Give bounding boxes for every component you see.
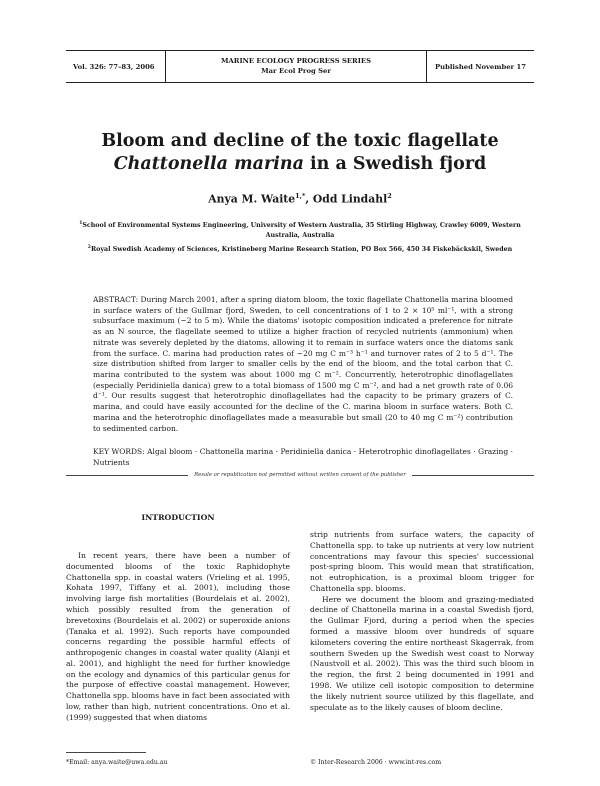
author-1: Anya M. Waite: [208, 192, 296, 206]
volume-info: Vol. 326: 77–83, 2006: [73, 62, 155, 71]
affiliation-1: [66, 221, 534, 240]
author-1-marker: 1,*: [295, 192, 306, 200]
published-date: Published November 17: [435, 62, 526, 71]
title-line1: Bloom and decline of the toxic flagellate: [101, 131, 499, 151]
intro-paragraph-1: In recent years, there have been a number of documented blooms of the toxic Raphidophyte Chattonella spp. in coastal waters (Vrieling et al. 1995, Kohata 1997, Tiffany et al. 2001), including those involving large fish mortalities (Bourdelais et al. 2002), which possibly resulted from the generation of brevetoxins (Bourdelais et al. 2002) or superoxide anions (Tanaka et al. 1992). Such reports have compounded concerns regarding the possible harmful effects of anthropogenic changes in coastal water quality (Alanji et al. 2001), and highlight the need for further knowledge on the ecology and dynamics of this particular genus for the purpose of effective coastal management. However, Chattonella spp. blooms have in fact been associated with low, rather than high, nutrient concentrations. Ono et al. (1999) suggested that when diatoms: [66, 551, 290, 722]
copyright-line: © Inter-Research 2006 · www.int-res.com: [310, 759, 442, 766]
affiliation-1-marker: 1: [79, 221, 83, 226]
abstract-label: ABSTRACT:: [93, 295, 139, 304]
author-separator: ,: [305, 192, 313, 206]
keywords: [93, 446, 513, 469]
intro-paragraph-continued: strip nutrients from surface waters, the capacity of Chattonella spp. to take up nutrients at very low nutrient concentrations may favour this species' successional post-spring bloom. This would mean that stratification, not eutrophication, is a proximal bloom trigger for Chattonella spp. blooms.: [310, 530, 534, 593]
volume-cell: [66, 51, 166, 82]
notice-rule-left: [66, 475, 188, 476]
title-line2-rest: in a Swedish fjord: [303, 154, 487, 175]
published-cell: [426, 51, 534, 82]
paper-title: [66, 130, 534, 176]
affiliation-1-text: School of Environmental Systems Engineering, University of Western Australia, 35 Stirling Highway, Crawley 6009, Western Australia, Australia: [82, 222, 521, 239]
journal-abbrev: Mar Ecol Prog Ser: [261, 66, 331, 75]
footnote-rule: [66, 752, 146, 753]
author-2-marker: 2: [387, 192, 392, 200]
right-column: [310, 530, 534, 713]
affiliation-2-marker: 2: [87, 244, 91, 250]
title-species: Chattonella marina: [113, 154, 304, 175]
corresponding-email: *Email: anya.waite@uwa.edu.au: [66, 759, 168, 766]
journal-header: [66, 50, 534, 83]
notice-rule-right: [412, 475, 534, 476]
affiliations: [66, 221, 534, 260]
abstract-text: During March 2001, after a spring diatom bloom, the toxic flagellate Chattonella marina bloomed in surface waters of the Gullmar fjord, Sweden, to cell concentrations of 1 to 2 × 10⁵ ml⁻¹, with a strong subsurface maximum (~2 to 5 m). While the diatoms' isotopic composition indicated a preference for nitrate as an N source, the flagellate seemed to utilize a higher fraction of recycled nutrients (ammonium) when nitrate was severely depleted by the diatoms, allowing it to remain in surface waters once the diatoms sank from the surface. C. marina had production rates of ~20 mg C m⁻³ h⁻¹ and turnover rates of 2 to 5 d⁻¹. The size distribution shifted from larger to smaller cells by the end of the bloom, and the total carbon that C. marina contributed to the system was about 1000 mg C m⁻². Concurrently, heterotrophic dinoflagellates (especially Peridiniella danica) grew to a total biomass of 1500 mg C m⁻², and had a net growth rate of 0.06 d⁻¹. Our results suggest that heterotrophic dinoflagellates had the capacity to be primary grazers of C. marina, and could have easily accounted for the decline of the C. marina bloom in surface waters. Both C. marina and the heterotrophic dinoflagellates made a measurable but small (20 to 40 mg C m⁻²) contribution to sedimented carbon.: [93, 295, 513, 433]
notice-text: Resale or republication not permitted without written consent of the publisher: [194, 472, 406, 478]
affiliation-2-text: Royal Swedish Academy of Sciences, Kristineberg Marine Research Station, PO Box 566, 450 34 Fiskebäckskil, Sweden: [90, 246, 513, 254]
keywords-label: KEY WORDS:: [93, 447, 145, 456]
author-2: Odd Lindahl: [312, 192, 388, 206]
republication-notice: [66, 472, 534, 478]
abstract: [93, 295, 513, 434]
affiliation-2: [66, 245, 534, 255]
keywords-text: Algal bloom · Chattonella marina · Peridiniella danica · Heterotrophic dinoflagellates · Grazing · Nutrients: [93, 447, 513, 468]
left-column: [66, 512, 290, 724]
journal-name: MARINE ECOLOGY PROGRESS SERIES: [221, 57, 371, 66]
journal-cell: [166, 51, 426, 82]
intro-paragraph-2: Here we document the bloom and grazing-mediated decline of Chattonella marina in a coastal Swedish fjord, the Gullmar Fjord, during a period when the species formed a massive bloom over hundreds of square kilometers covering the entire northeast Skagerrak, from southern Sweden up the Swedish west coast to Norway (Naustvoll et al. 2002). This was the third such bloom in the region, the first 2 being documented in 1991 and 1998. We utilize cell isotopic composition to determine the likely nutrient source utilized by this flagellate, and speculate as to the likely causes of bloom decline.: [310, 594, 534, 712]
author-list: [66, 192, 534, 206]
section-heading: INTRODUCTION: [141, 513, 215, 522]
